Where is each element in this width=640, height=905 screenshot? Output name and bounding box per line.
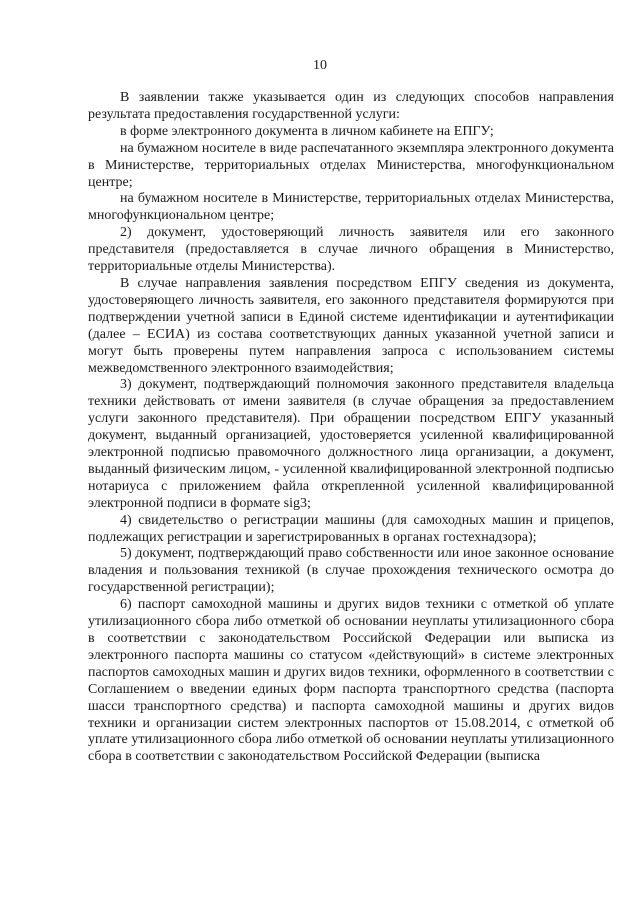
paragraph-item-4: 4) свидетельство о регистрации машины (для самоходных машин и прицепов, подлежащих регистрации и зарегистрированных в органах гостехнадзора);: [88, 512, 614, 545]
paragraph-delivery-paper: на бумажном носителе в Министерстве, территориальных отделах Министерства, многофункциональном центре;: [88, 191, 614, 224]
paragraph-delivery-intro: В заявлении также указывается один из следующих способов направления результата предоставления государственной услуги:: [88, 90, 614, 122]
paragraph-epgu-identity: В случае направления заявления посредством ЕПГУ сведения из документа, удостоверяющего личность заявителя, его законного представителя формируются при подтверждении учетной записи в Единой системе идентификации и аутентификации (далее – ЕСИА) из состава соответствующих данных указанной учетной записи и могут быть проверены путем направления запроса с использованием системы межведомственного электронного взаимодействия;: [88, 275, 614, 376]
page-number: 10: [313, 58, 327, 73]
paragraph-item-3: 3) документ, подтверждающий полномочия законного представителя владельца техники действовать от имени заявителя (в случае обращения за предоставлением услуги законного представителя). При обращении посредством ЕПГУ указанный документ, выданный организацией, удостоверяется усиленной квалифицированной электронной подписью правомочного должностного лица организации, а документ, выданный физическим лицом, - усиленной квалифицированной электронной подписью нотариуса с приложением файла открепленной усиленной квалифицированной электронной подписи в формате sig3;: [88, 377, 614, 511]
paragraph-item-6: 6) паспорт самоходной машины и других видов техники с отметкой об уплате утилизационного сбора либо отметкой об основании неуплаты утилизационного сбора в соответствии с законодательством Российской Федерации или выписка из электронного паспорта машины со статусом «действующий» в системе электронных паспортов самоходных машин и других видов техники, оформленного в соответствии с Соглашением о введении единых форм паспорта транспортного средства (паспорта шасси транспортного средства) и паспорта самоходной машины и других видов техники и организации систем электронных паспортов от 15.08.2014, с отметкой об уплате утилизационного сбора либо отметкой об основании неуплаты утилизационного сбора в соответствии с законодательством Российской Федерации (выписка: [88, 597, 614, 765]
paragraph-delivery-epgu: в форме электронного документа в личном кабинете на ЕПГУ;: [120, 123, 494, 139]
paragraph-item-2: 2) документ, удостоверяющий личность заявителя или его законного представителя (предоставляется в случае личного обращения в Министерство, территориальные отделы Министерства).: [88, 225, 614, 275]
paragraph-item-5: 5) документ, подтверждающий право собственности или иное законное основание владения и пользования техникой (в случае прохождения технического осмотра до государственной регистрации);: [88, 546, 614, 596]
paragraph-delivery-paper-printed: на бумажном носителе в виде распечатанного экземпляра электронного документа в Министерстве, территориальных отделах Министерства, многофункциональном центре;: [88, 140, 614, 190]
document-body: [88, 90, 614, 766]
